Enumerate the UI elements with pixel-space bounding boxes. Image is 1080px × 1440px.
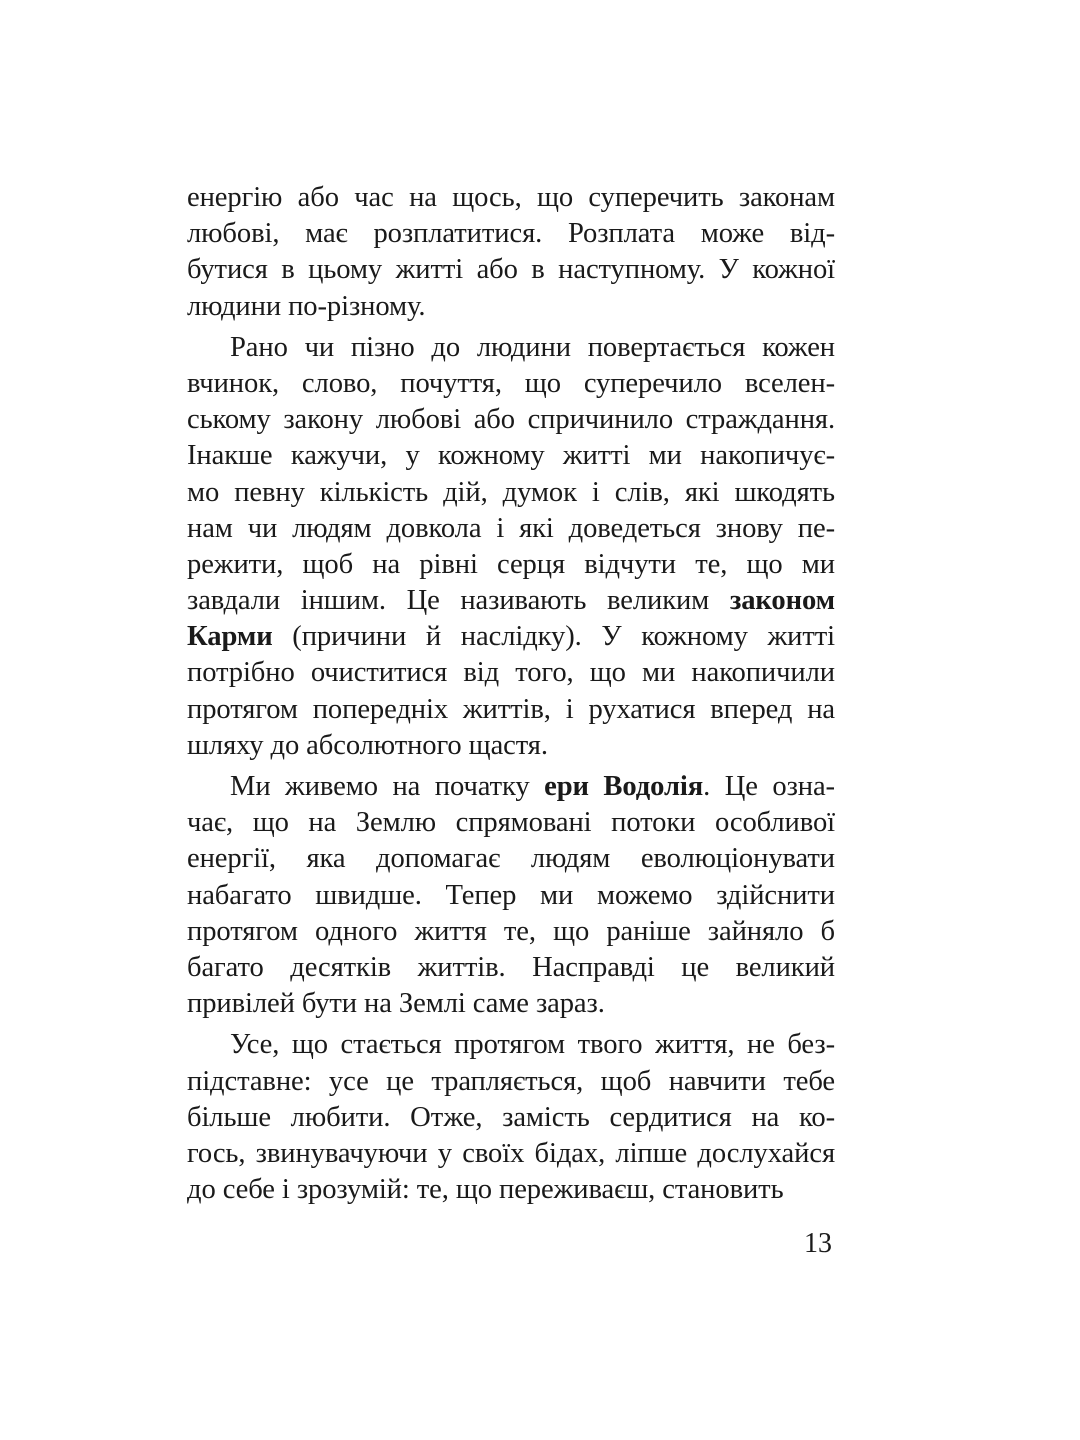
text-segment: Усе, що стається протягом твого життя, не без- [230,1029,835,1061]
paragraph [187,1027,835,1208]
text-segment: привілей бути на Землі саме зараз. [187,988,605,1020]
text-line [187,986,835,1022]
text-segment: потрібно очиститися від того, що ми накопичили [187,657,835,689]
bold-term: законом [729,585,835,617]
text-segment: . Це озна- [703,771,835,802]
text-line [187,1172,835,1208]
text-line [187,878,835,914]
text-segment: шляху до абсолютного щастя. [187,729,548,761]
text-line [187,769,835,805]
text-line [187,950,835,986]
text-segment: бутися в цьому житті або в наступному. У кожної [187,254,835,286]
text-line [187,330,835,366]
text-line [187,402,835,438]
text-line [187,289,835,325]
text-segment: ському закону любові або спричинило страждання. [187,404,835,436]
text-segment: Інакше кажучи, у кожному житті ми накопичує- [187,440,835,472]
text-segment: людини по-різному. [187,290,426,322]
text-segment: гось, звинувачуючи у своїх бідах, ліпше дослухайся [187,1137,835,1169]
text-segment: мо певну кількість дій, думок і слів, які шкодять [187,476,835,508]
text-line [187,841,835,877]
page-number: 13 [804,1228,832,1259]
text-line [187,180,835,216]
text-segment: Рано чи пізно до людини повертається кожен [230,331,835,363]
text-line [187,366,835,402]
text-line [187,1136,835,1172]
text-segment: багато десятків життів. Насправді це великий [187,951,835,983]
bold-term: ери Водолія [544,771,704,802]
paragraph [187,769,835,1022]
text-segment: режити, щоб на рівні серця відчути те, що ми [187,548,835,580]
text-segment: підставне: усе це трапляється, щоб навчити тебе [187,1065,835,1097]
text-segment: до себе і зрозумій: те, що переживаєш, становить [187,1174,784,1206]
text-line [187,511,835,547]
body-text [187,180,835,1208]
text-segment: більше любити. Отже, замість сердитися на ко- [187,1101,835,1133]
text-segment: вчинок, слово, почуття, що суперечило вселен- [187,367,835,399]
text-segment: завдали іншим. Це називають великим [187,585,730,617]
text-line [187,1064,835,1100]
text-line [187,438,835,474]
paragraph [187,180,835,325]
text-segment: чає, що на Землю спрямовані потоки особливої [187,807,835,839]
text-line [187,252,835,288]
text-segment: енергії, яка допомагає людям еволюціонувати [187,843,835,875]
text-segment: енергію або час на щось, що суперечить законам [187,182,835,213]
text-segment: набагато швидше. Тепер ми можемо здійснити [187,879,835,911]
text-segment: протягом попередніх життів, і рухатися вперед на [187,693,835,725]
text-line [187,216,835,252]
text-segment: Ми живемо на початку [230,771,545,802]
text-line [187,655,835,691]
text-line [187,914,835,950]
text-segment: (причини й наслідку). У кожному житті [272,621,835,653]
text-line [187,805,835,841]
paragraph [187,330,835,764]
text-line [187,619,835,655]
text-segment: любові, має розплатитися. Розплата може від- [187,218,835,250]
text-line [187,583,835,619]
text-line [187,547,835,583]
bold-term: Карми [187,621,273,653]
text-segment: нам чи людям довкола і які доведеться знову пе- [187,512,835,544]
text-line [187,692,835,728]
text-segment: протягом одного життя те, що раніше зайняло б [187,915,835,947]
text-line [187,475,835,511]
text-line [187,1027,835,1063]
text-line [187,1100,835,1136]
text-line [187,728,835,764]
